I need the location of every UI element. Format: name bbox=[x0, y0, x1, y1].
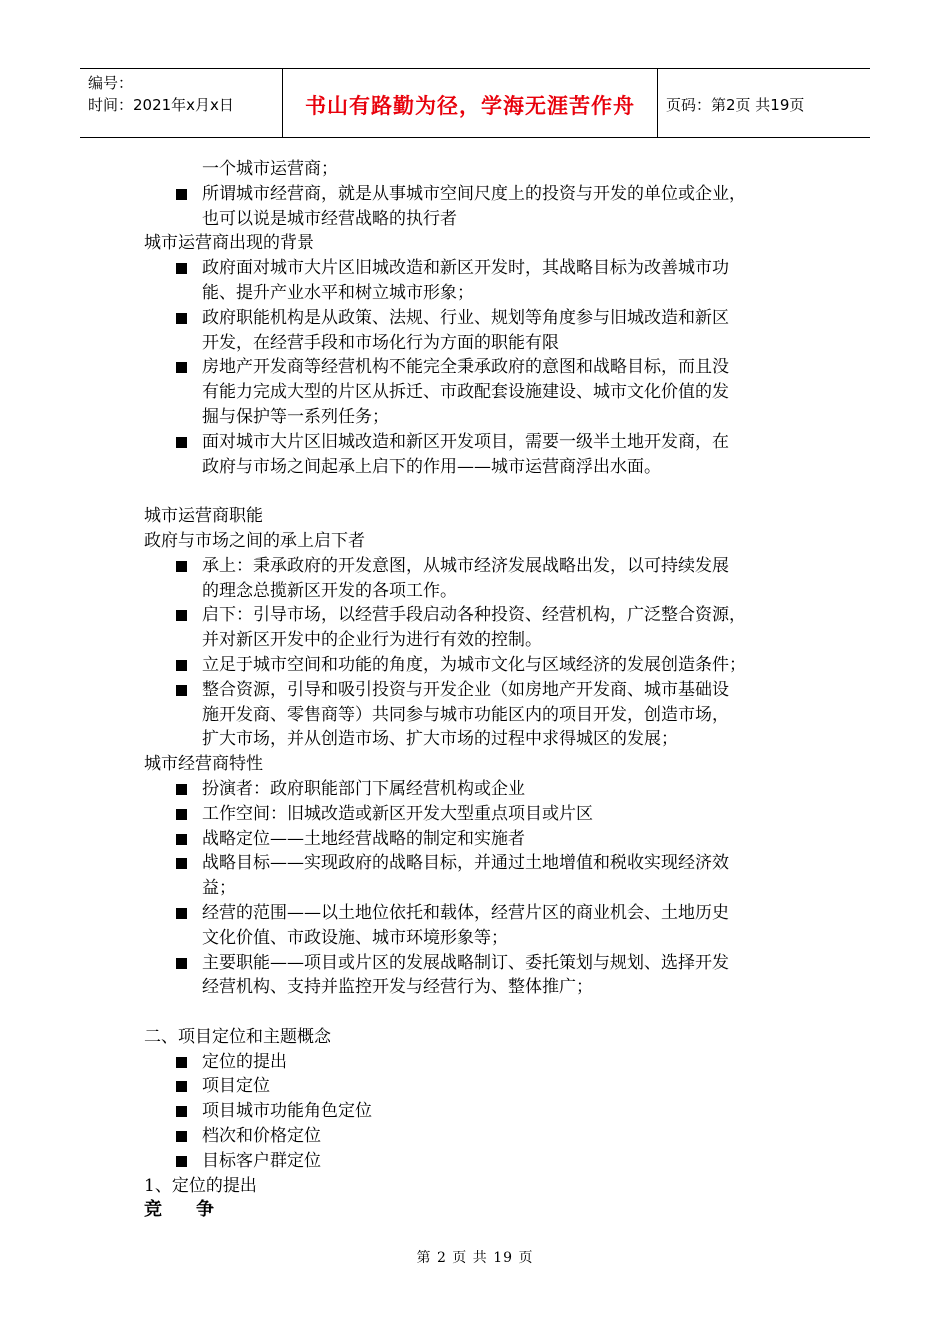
bullet-continuation: 扩大市场，并从创造市场、扩大市场的过程中求得城区的发展； bbox=[202, 729, 678, 750]
bullet-item-text: 档次和价格定位 bbox=[202, 1126, 321, 1147]
bullet-item-text: 承上：秉承政府的开发意图，从城市经济发展战略出发，以可持续发展 bbox=[202, 555, 729, 576]
square-bullet-icon bbox=[176, 1081, 187, 1092]
square-bullet-icon bbox=[176, 610, 187, 621]
square-bullet-icon bbox=[176, 561, 187, 572]
section-heading: 城市经营商特性 bbox=[144, 754, 263, 775]
section-heading: 城市运营商出现的背景 bbox=[144, 233, 314, 254]
bullet-continuation: 并对新区开发中的企业行为进行有效的控制。 bbox=[202, 630, 542, 651]
square-bullet-icon bbox=[176, 784, 187, 795]
bullet-item-text: 启下：引导市场，以经营手段启动各种投资、经营机构，广泛整合资源， bbox=[202, 605, 746, 626]
bullet-item-text: 政府面对城市大片区旧城改造和新区开发时，其战略目标为改善城市功 bbox=[202, 258, 729, 279]
square-bullet-icon bbox=[176, 660, 187, 671]
bullet-item-text: 立足于城市空间和功能的角度，为城市文化与区域经济的发展创造条件； bbox=[202, 654, 746, 675]
bullet-item bbox=[0, 1124, 950, 1149]
bullet-item bbox=[0, 802, 950, 827]
bullet-item bbox=[0, 1074, 950, 1099]
bullet-item-text: 战略目标——实现政府的战略目标，并通过土地增值和税收实现经济效 bbox=[202, 853, 729, 874]
square-bullet-icon bbox=[176, 1106, 187, 1117]
header-page-info: 页码：第2页 共19页 bbox=[666, 95, 805, 114]
square-bullet-icon bbox=[176, 685, 187, 696]
bullet-continuation: 掘与保护等一系列任务； bbox=[202, 406, 389, 427]
bullet-item-text: 面对城市大片区旧城改造和新区开发项目，需要一级半土地开发商，在 bbox=[202, 431, 729, 452]
bullet-item bbox=[0, 306, 950, 331]
bullet-item-text: 主要职能——项目或片区的发展战略制订、委托策划与规划、选择开发 bbox=[202, 952, 729, 973]
bullet-continuation: 文化价值、市政设施、城市环境形象等； bbox=[202, 927, 508, 948]
section-heading: 1、定位的提出 bbox=[144, 1175, 257, 1196]
bullet-item-text: 经营的范围——以土地位依托和载体，经营片区的商业机会、土地历史 bbox=[202, 902, 729, 923]
bullet-item-text: 目标客户群定位 bbox=[202, 1150, 321, 1171]
bullet-continuation: 益； bbox=[202, 878, 236, 899]
section-heading: 城市运营商职能 bbox=[144, 506, 263, 527]
bullet-continuation: 也可以说是城市经营战略的执行者 bbox=[202, 208, 457, 229]
blank-line bbox=[0, 1000, 950, 1025]
square-bullet-icon bbox=[176, 362, 187, 373]
bullet-item bbox=[0, 182, 950, 207]
square-bullet-icon bbox=[176, 958, 187, 969]
square-bullet-icon bbox=[176, 834, 187, 845]
bullet-item-text: 战略定位——土地经营战略的制定和实施者 bbox=[202, 828, 525, 849]
square-bullet-icon bbox=[176, 908, 187, 919]
square-bullet-icon bbox=[176, 809, 187, 820]
time-label: 时间：2021年x月x日 bbox=[88, 96, 234, 114]
bullet-continuation: 有能力完成大型的片区从拆迁、市政配套设施建设、城市文化价值的发 bbox=[202, 382, 729, 403]
bullet-item bbox=[0, 951, 950, 976]
blank-line bbox=[0, 479, 950, 504]
bullet-continuation: 施开发商、零售商等）共同参与城市功能区内的项目开发，创造市场， bbox=[202, 704, 729, 725]
bullet-item bbox=[0, 901, 950, 926]
bold-heading-part2: 争 bbox=[196, 1199, 214, 1221]
header-meta bbox=[80, 69, 282, 137]
bullet-item bbox=[0, 653, 950, 678]
square-bullet-icon bbox=[176, 858, 187, 869]
bullet-item-text: 项目城市功能角色定位 bbox=[202, 1101, 372, 1122]
header-motto: 书山有路勤为径，学海无涯苦作舟 bbox=[282, 69, 658, 137]
square-bullet-icon bbox=[176, 437, 187, 448]
bullet-item-text: 定位的提出 bbox=[202, 1051, 287, 1072]
bullet-item bbox=[0, 777, 950, 802]
bullet-item-text: 所谓城市经营商，就是从事城市空间尺度上的投资与开发的单位或企业， bbox=[202, 183, 746, 204]
bullet-item-text: 整合资源，引导和吸引投资与开发企业（如房地产开发商、城市基础设 bbox=[202, 679, 729, 700]
page-header bbox=[80, 68, 870, 138]
bullet-continuation: 政府与市场之间起承上启下的作用——城市运营商浮出水面。 bbox=[202, 456, 661, 477]
bullet-item-text: 房地产开发商等经营机构不能完全秉承政府的意图和战略目标，而且没 bbox=[202, 357, 729, 378]
bullet-item bbox=[0, 430, 950, 455]
bullet-continuation: 能、提升产业水平和树立城市形象； bbox=[202, 282, 474, 303]
square-bullet-icon bbox=[176, 1057, 187, 1068]
square-bullet-icon bbox=[176, 189, 187, 200]
document-body bbox=[0, 157, 950, 1223]
bullet-item-text: 项目定位 bbox=[202, 1076, 270, 1097]
bold-heading-part1: 竞 bbox=[144, 1199, 162, 1221]
square-bullet-icon bbox=[176, 313, 187, 324]
bullet-item bbox=[0, 603, 950, 628]
bullet-item bbox=[0, 256, 950, 281]
bullet-continuation: 一个城市运营商； bbox=[202, 159, 338, 179]
square-bullet-icon bbox=[176, 1131, 187, 1142]
bullet-item bbox=[0, 1050, 950, 1075]
bullet-item bbox=[0, 1149, 950, 1174]
bullet-item bbox=[0, 851, 950, 876]
bold-heading bbox=[0, 1198, 950, 1223]
bullet-item bbox=[0, 827, 950, 852]
bullet-item bbox=[0, 1099, 950, 1124]
bullet-item bbox=[0, 678, 950, 703]
bullet-continuation: 的理念总揽新区开发的各项工作。 bbox=[202, 580, 457, 601]
square-bullet-icon bbox=[176, 1156, 187, 1167]
bullet-item bbox=[0, 554, 950, 579]
bullet-item-text: 政府职能机构是从政策、法规、行业、规划等角度参与旧城改造和新区 bbox=[202, 307, 729, 328]
section-heading: 二、项目定位和主题概念 bbox=[144, 1026, 331, 1047]
bullet-item-text: 扮演者：政府职能部门下属经营机构或企业 bbox=[202, 778, 525, 799]
number-label: 编号： bbox=[88, 74, 134, 92]
section-heading: 政府与市场之间的承上启下者 bbox=[144, 530, 365, 551]
bullet-continuation: 开发，在经营手段和市场化行为方面的职能有限 bbox=[202, 332, 559, 353]
bullet-continuation: 经营机构、支持并监控开发与经营行为、整体推广； bbox=[202, 977, 593, 998]
bullet-item bbox=[0, 355, 950, 380]
page-footer: 第 2 页 共 19 页 bbox=[416, 1250, 534, 1266]
bullet-item-text: 工作空间：旧城改造或新区开发大型重点项目或片区 bbox=[202, 803, 593, 824]
square-bullet-icon bbox=[176, 263, 187, 274]
